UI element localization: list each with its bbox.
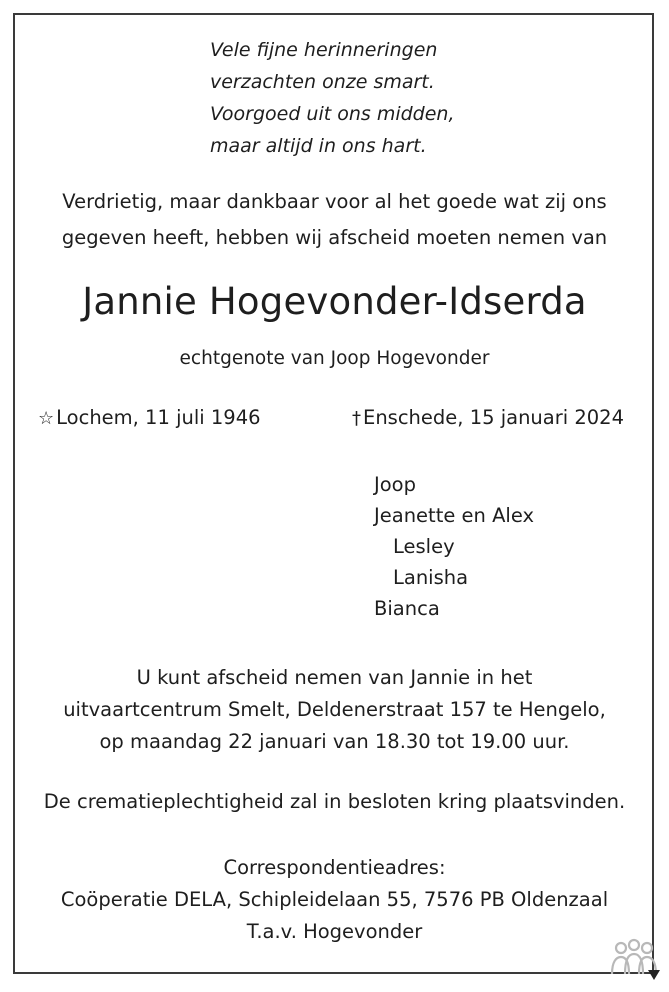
- arrow-down-icon[interactable]: [648, 970, 660, 980]
- death-text: Enschede, 15 januari 2024: [363, 406, 624, 429]
- death-info: [352, 406, 624, 431]
- family-member: Lesley: [393, 535, 455, 558]
- poem-line-3: Voorgoed uit ons midden,: [210, 103, 455, 125]
- family-member: Lanisha: [393, 566, 469, 589]
- correspondence-heading: Correspondentieadres:: [223, 856, 446, 879]
- correspondence-address: Coöperatie DELA, Schipleidelaan 55, 7576 PB Oldenzaal: [60, 888, 609, 911]
- viewing-line-3: op maandag 22 januari van 18.30 tot 19.00 uur.: [99, 730, 570, 753]
- cross-icon: †: [352, 408, 361, 429]
- birth-text: Lochem, 11 juli 1946: [56, 406, 261, 429]
- relation-text: echtgenote van Joop Hogevonder: [179, 348, 490, 369]
- poem-line-4: maar altijd in ons hart.: [210, 135, 427, 157]
- family-member: Joop: [374, 473, 416, 496]
- poem-line-1: Vele fijne herinneringen: [210, 39, 438, 61]
- birth-info: [38, 406, 261, 431]
- ceremony-text: De crematieplechtigheid zal in besloten kring plaatsvinden.: [43, 790, 626, 813]
- intro-line-1: Verdrietig, maar dankbaar voor al het goede wat zij ons: [62, 190, 607, 213]
- correspondence-attention: T.a.v. Hogevonder: [246, 920, 423, 943]
- viewing-line-2: uitvaartcentrum Smelt, Deldenerstraat 157 te Hengelo,: [63, 698, 606, 721]
- family-member: Jeanette en Alex: [374, 504, 535, 527]
- poem-line-2: verzachten onze smart.: [210, 71, 435, 93]
- intro-line-2: gegeven heeft, hebben wij afscheid moeten nemen van: [61, 226, 608, 249]
- star-icon: ☆: [38, 408, 55, 429]
- family-member: Bianca: [374, 597, 440, 620]
- deceased-name: Jannie Hogevonder-Idserda: [82, 280, 587, 323]
- viewing-line-1: U kunt afscheid nemen van Jannie in het: [136, 666, 533, 689]
